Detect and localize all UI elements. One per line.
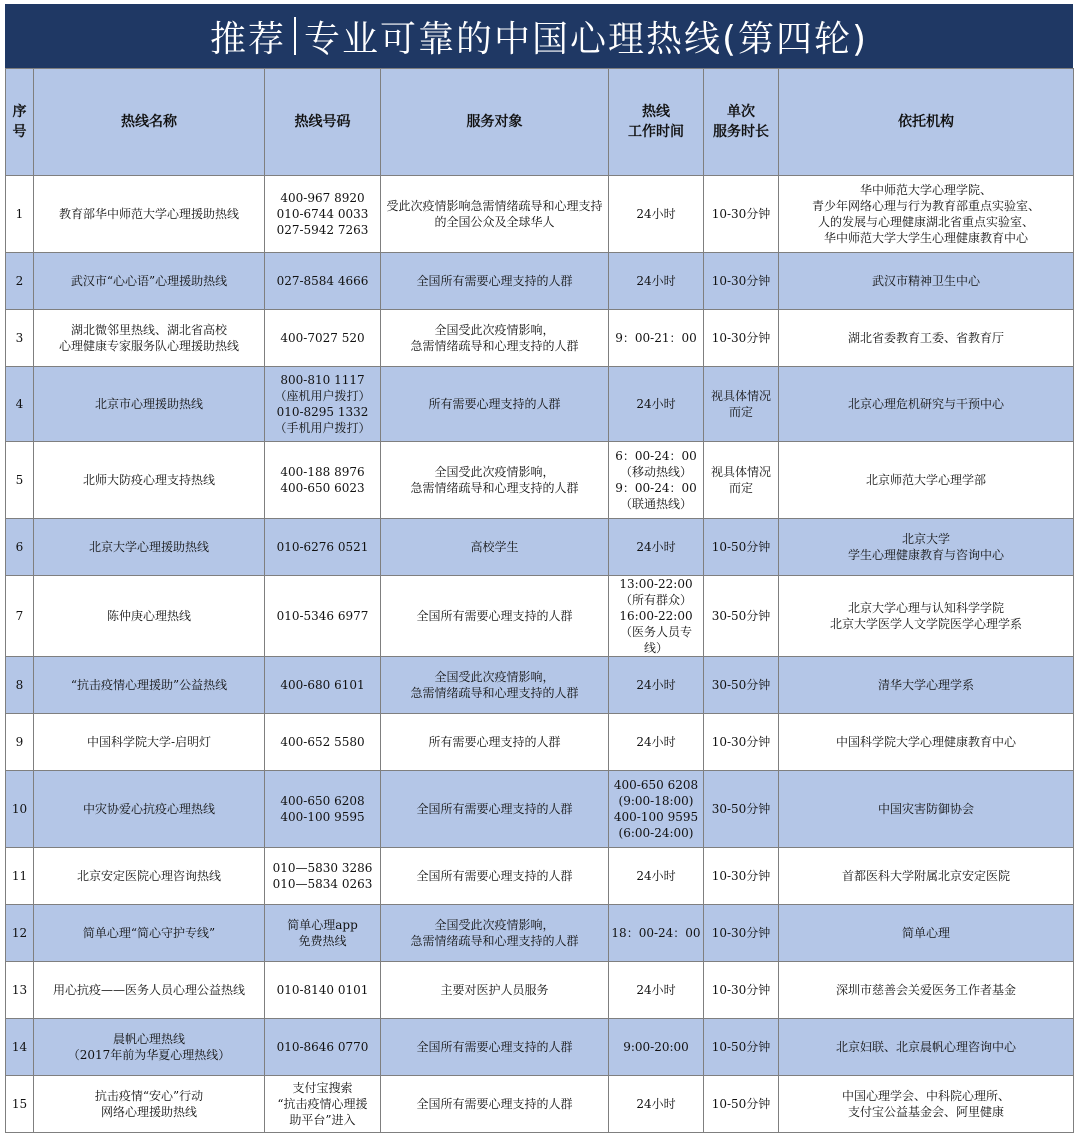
cell-working-hours: 24小时 [609, 367, 704, 442]
cell-service-target: 全国受此次疫情影响， 急需情绪疏导和心理支持的人群 [381, 905, 609, 962]
cell-organization: 中国心理学会、中科院心理所、 支付宝公益基金会、阿里健康 [779, 1076, 1074, 1133]
cell-organization: 北京师范大学心理学部 [779, 442, 1074, 519]
cell-hotline-number: 400-967 8920 010-6744 0033 027-5942 7263 [265, 176, 381, 253]
cell-working-hours: 9：00-21：00 [609, 310, 704, 367]
cell-working-hours: 24小时 [609, 714, 704, 771]
cell-organization: 北京心理危机研究与干预中心 [779, 367, 1074, 442]
cell-service-target: 所有需要心理支持的人群 [381, 714, 609, 771]
cell-organization: 中国科学院大学心理健康教育中心 [779, 714, 1074, 771]
cell-working-hours: 24小时 [609, 848, 704, 905]
cell-session-length: 10-30分钟 [704, 714, 779, 771]
cell-working-hours: 24小时 [609, 176, 704, 253]
cell-session-length: 10-30分钟 [704, 253, 779, 310]
table-header-row [6, 69, 1074, 176]
cell-hotline-number: 010-8646 0770 [265, 1019, 381, 1076]
cell-service-target: 全国受此次疫情影响， 急需情绪疏导和心理支持的人群 [381, 310, 609, 367]
cell-hotline-number: 支付宝搜索 “抗击疫情心理援 助平台”进入 [265, 1076, 381, 1133]
cell-hotline-name: 用心抗疫——医务人员心理公益热线 [34, 962, 265, 1019]
cell-working-hours: 13:00-22:00 （所有群众） 16:00-22:00 （医务人员专线） [609, 576, 704, 657]
cell-organization: 华中师范大学心理学院、 青少年网络心理与行为教育部重点实验室、 人的发展与心理健康湖北省重点实验室、 华中师范大学大学生心理健康教育中心 [779, 176, 1074, 253]
cell-hotline-name: 中国科学院大学-启明灯 [34, 714, 265, 771]
cell-session-length: 10-30分钟 [704, 310, 779, 367]
cell-hotline-name: 简单心理“简心守护专线” [34, 905, 265, 962]
cell-working-hours: 6：00-24：00 （移动热线） 9：00-24：00 （联通热线） [609, 442, 704, 519]
cell-working-hours: 24小时 [609, 657, 704, 714]
cell-organization: 北京妇联、北京晨帆心理咨询中心 [779, 1019, 1074, 1076]
cell-service-target: 受此次疫情影响急需情绪疏导和心理支持的全国公众及全球华人 [381, 176, 609, 253]
cell-hotline-number: 010-6276 0521 [265, 519, 381, 576]
cell-hotline-name: 北京安定医院心理咨询热线 [34, 848, 265, 905]
cell-working-hours: 24小时 [609, 962, 704, 1019]
cell-organization: 首都医科大学附属北京安定医院 [779, 848, 1074, 905]
header-organization: 依托机构 [779, 69, 1074, 176]
cell-session-length: 30-50分钟 [704, 657, 779, 714]
table-row [6, 176, 1074, 253]
table-row [6, 310, 1074, 367]
cell-session-length: 10-30分钟 [704, 848, 779, 905]
title-prefix: 推荐 [209, 18, 286, 60]
cell-session-length: 视具体情况 而定 [704, 367, 779, 442]
table-row [6, 905, 1074, 962]
cell-service-target: 全国所有需要心理支持的人群 [381, 1019, 609, 1076]
header-service-target: 服务对象 [381, 69, 609, 176]
cell-hotline-name: 湖北微邻里热线、湖北省高校 心理健康专家服务队心理援助热线 [34, 310, 265, 367]
cell-session-length: 视具体情况 而定 [704, 442, 779, 519]
table-row [6, 576, 1074, 657]
table-row [6, 253, 1074, 310]
page-title [5, 4, 1073, 68]
cell-hotline-number: 010-5346 6977 [265, 576, 381, 657]
cell-row-index: 1 [6, 176, 34, 253]
table-row [6, 714, 1074, 771]
cell-session-length: 10-50分钟 [704, 1019, 779, 1076]
cell-hotline-number: 400-652 5580 [265, 714, 381, 771]
cell-organization: 湖北省委教育工委、省教育厅 [779, 310, 1074, 367]
cell-session-length: 10-30分钟 [704, 176, 779, 253]
title-main: 专业可靠的中国心理热线(第四轮) [303, 18, 869, 60]
cell-organization: 清华大学心理学系 [779, 657, 1074, 714]
cell-row-index: 3 [6, 310, 34, 367]
cell-working-hours: 9:00-20:00 [609, 1019, 704, 1076]
cell-hotline-name: 北京大学心理援助热线 [34, 519, 265, 576]
title-divider [294, 17, 296, 55]
cell-hotline-name: 武汉市“心心语”心理援助热线 [34, 253, 265, 310]
table-row [6, 367, 1074, 442]
cell-session-length: 10-50分钟 [704, 519, 779, 576]
cell-session-length: 30-50分钟 [704, 771, 779, 848]
cell-working-hours: 24小时 [609, 1076, 704, 1133]
cell-organization: 中国灾害防御协会 [779, 771, 1074, 848]
cell-service-target: 全国所有需要心理支持的人群 [381, 771, 609, 848]
cell-working-hours: 18：00-24：00 [609, 905, 704, 962]
cell-row-index: 5 [6, 442, 34, 519]
cell-hotline-number: 400-650 6208 400-100 9595 [265, 771, 381, 848]
cell-hotline-number: 800-810 1117 （座机用户拨打） 010-8295 1332 （手机用户拨打） [265, 367, 381, 442]
cell-row-index: 15 [6, 1076, 34, 1133]
hotline-table [5, 68, 1074, 1133]
cell-hotline-name: 陈仲庚心理热线 [34, 576, 265, 657]
cell-row-index: 9 [6, 714, 34, 771]
header-hotline-number: 热线号码 [265, 69, 381, 176]
table-row [6, 657, 1074, 714]
cell-working-hours: 24小时 [609, 253, 704, 310]
cell-service-target: 所有需要心理支持的人群 [381, 367, 609, 442]
cell-service-target: 全国所有需要心理支持的人群 [381, 1076, 609, 1133]
header-index: 序 号 [6, 69, 34, 176]
cell-organization: 武汉市精神卫生中心 [779, 253, 1074, 310]
header-working-hours: 热线 工作时间 [609, 69, 704, 176]
cell-hotline-number: 010—5830 3286 010—5834 0263 [265, 848, 381, 905]
cell-hotline-number: 简单心理app 免费热线 [265, 905, 381, 962]
cell-session-length: 10-30分钟 [704, 905, 779, 962]
cell-row-index: 13 [6, 962, 34, 1019]
cell-service-target: 高校学生 [381, 519, 609, 576]
cell-organization: 简单心理 [779, 905, 1074, 962]
cell-service-target: 全国所有需要心理支持的人群 [381, 253, 609, 310]
cell-row-index: 2 [6, 253, 34, 310]
table-row [6, 1076, 1074, 1133]
cell-hotline-name: 晨帆心理热线 （2017年前为华夏心理热线） [34, 1019, 265, 1076]
cell-session-length: 30-50分钟 [704, 576, 779, 657]
table-row [6, 771, 1074, 848]
cell-hotline-name: 北师大防疫心理支持热线 [34, 442, 265, 519]
cell-row-index: 7 [6, 576, 34, 657]
cell-hotline-number: 400-680 6101 [265, 657, 381, 714]
cell-hotline-number: 027-8584 4666 [265, 253, 381, 310]
cell-organization: 深圳市慈善会关爱医务工作者基金 [779, 962, 1074, 1019]
cell-hotline-name: 中灾协爱心抗疫心理热线 [34, 771, 265, 848]
table-row [6, 519, 1074, 576]
table-row [6, 962, 1074, 1019]
cell-service-target: 主要对医护人员服务 [381, 962, 609, 1019]
cell-hotline-number: 400-7027 520 [265, 310, 381, 367]
cell-hotline-number: 010-8140 0101 [265, 962, 381, 1019]
cell-row-index: 8 [6, 657, 34, 714]
cell-service-target: 全国受此次疫情影响， 急需情绪疏导和心理支持的人群 [381, 442, 609, 519]
header-session-length: 单次 服务时长 [704, 69, 779, 176]
table-row [6, 848, 1074, 905]
cell-row-index: 14 [6, 1019, 34, 1076]
cell-service-target: 全国所有需要心理支持的人群 [381, 848, 609, 905]
cell-working-hours: 24小时 [609, 519, 704, 576]
cell-service-target: 全国受此次疫情影响， 急需情绪疏导和心理支持的人群 [381, 657, 609, 714]
table-row [6, 1019, 1074, 1076]
cell-hotline-number: 400-188 8976 400-650 6023 [265, 442, 381, 519]
table-row [6, 442, 1074, 519]
cell-hotline-name: 教育部华中师范大学心理援助热线 [34, 176, 265, 253]
cell-organization: 北京大学 学生心理健康教育与咨询中心 [779, 519, 1074, 576]
cell-hotline-name: “抗击疫情心理援助”公益热线 [34, 657, 265, 714]
cell-organization: 北京大学心理与认知科学学院 北京大学医学人文学院医学心理学系 [779, 576, 1074, 657]
cell-session-length: 10-50分钟 [704, 1076, 779, 1133]
cell-hotline-name: 北京市心理援助热线 [34, 367, 265, 442]
cell-row-index: 11 [6, 848, 34, 905]
cell-row-index: 6 [6, 519, 34, 576]
header-hotline-name: 热线名称 [34, 69, 265, 176]
cell-service-target: 全国所有需要心理支持的人群 [381, 576, 609, 657]
cell-row-index: 4 [6, 367, 34, 442]
cell-row-index: 10 [6, 771, 34, 848]
cell-session-length: 10-30分钟 [704, 962, 779, 1019]
cell-row-index: 12 [6, 905, 34, 962]
cell-working-hours: 400-650 6208 (9:00-18:00) 400-100 9595 (6:00-24:00) [609, 771, 704, 848]
cell-hotline-name: 抗击疫情“安心”行动 网络心理援助热线 [34, 1076, 265, 1133]
